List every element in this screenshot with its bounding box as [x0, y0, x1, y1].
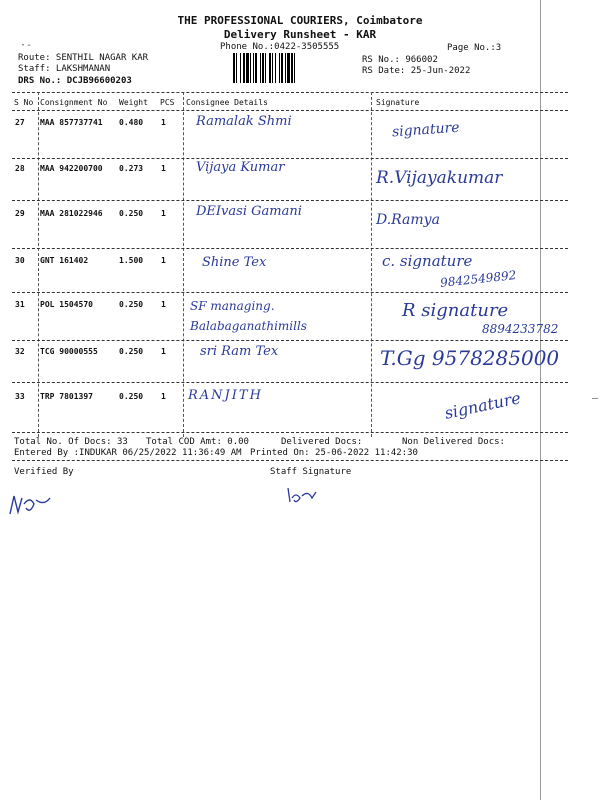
- barcode: [233, 53, 337, 83]
- row-pcs: 1: [161, 392, 166, 401]
- company-name: THE PROFESSIONAL COURIERS, Coimbatore: [177, 14, 423, 27]
- row-consignment: TRP 7801397: [40, 392, 93, 401]
- row-weight: 0.250: [119, 209, 144, 218]
- row-signature: signature: [442, 388, 523, 423]
- col-signature: Signature: [376, 98, 420, 107]
- total-cod: Total COD Amt: 0.00: [146, 437, 249, 447]
- column-separator: [371, 92, 372, 437]
- row-weight: 0.480: [119, 118, 144, 127]
- row-consignee: Vijaya Kumar: [196, 160, 285, 175]
- phone-number: Phone No.:0422-3505555: [220, 42, 340, 52]
- col-weight: Weight: [119, 98, 148, 107]
- staff-signature-label: Staff Signature: [270, 467, 352, 477]
- route: Route: SENTHIL NAGAR KAR: [18, 53, 149, 63]
- row-signature: T.Gg 9578285000: [380, 346, 560, 370]
- corner-mark: ·-: [20, 40, 33, 51]
- row-consignment: MAA 857737741: [40, 118, 103, 127]
- row-phone: 8894233782: [482, 322, 559, 336]
- staff-name: Staff: LAKSHMANAN: [18, 64, 111, 74]
- row-weight: 0.250: [119, 392, 144, 401]
- col-consignee: Consignee Details: [186, 98, 268, 107]
- row-sno: 32: [15, 347, 25, 356]
- verifier-signature: [6, 486, 56, 522]
- row-consignment: GNT 161402: [40, 256, 89, 265]
- row-sno: 29: [15, 209, 25, 218]
- row-rule: [12, 248, 568, 249]
- row-sno: 28: [15, 164, 25, 173]
- column-separator: [38, 92, 39, 437]
- row-signature: D.Ramya: [376, 212, 440, 228]
- row-weight: 1.500: [119, 256, 144, 265]
- row-signature: R.Vijayakumar: [376, 168, 503, 188]
- row-rule: [12, 340, 568, 341]
- col-pcs: PCS: [160, 98, 175, 107]
- row-consignment: MAA 281022946: [40, 209, 103, 218]
- row-sno: 27: [15, 118, 25, 127]
- row-consignee: SF managing. Balabaganathimills: [190, 299, 307, 333]
- row-weight: 0.273: [119, 164, 144, 173]
- non-delivered-docs: Non Delivered Docs:: [402, 437, 505, 447]
- row-consignment: POL 1504570: [40, 300, 93, 309]
- rs-date: RS Date: 25-Jun-2022: [362, 66, 471, 76]
- row-weight: 0.250: [119, 347, 144, 356]
- row-signature: c. signature: [382, 252, 473, 270]
- row-consignee: DEIvasi Gamani: [196, 204, 302, 219]
- table-bottom-rule: [12, 432, 568, 433]
- delivered-docs: Delivered Docs:: [281, 437, 363, 447]
- row-rule: [12, 382, 568, 383]
- row-pcs: 1: [161, 347, 166, 356]
- header-top-rule: [12, 92, 568, 93]
- row-consignment: MAA 942200700: [40, 164, 103, 173]
- row-consignee: RANJITH: [188, 388, 263, 403]
- rs-number: RS No.: 966002: [362, 55, 438, 65]
- row-phone: 9842549892: [439, 268, 517, 290]
- verified-by: Verified By: [14, 467, 74, 477]
- row-rule: [12, 292, 568, 293]
- page-edge-line: [540, 0, 541, 800]
- header-bottom-rule: [12, 110, 568, 111]
- row-pcs: 1: [161, 256, 166, 265]
- row-pcs: 1: [161, 209, 166, 218]
- row-rule: [12, 158, 568, 159]
- row-sno: 33: [15, 392, 25, 401]
- row-rule: [12, 200, 568, 201]
- entered-by: Entered By :INDUKAR 06/25/2022 11:36:49 AM: [14, 448, 242, 458]
- row-pcs: 1: [161, 118, 166, 127]
- row-consignee: sri Ram Tex: [200, 344, 279, 359]
- page-number: Page No.:3: [447, 43, 502, 53]
- row-sno: 31: [15, 300, 25, 309]
- staff-signature-scribble: [284, 482, 324, 508]
- row-consignee: Shine Tex: [202, 255, 267, 270]
- runsheet-title: Delivery Runsheet - KAR: [223, 28, 377, 41]
- drs-number: DRS No.: DCJB96600203: [18, 76, 132, 86]
- footer-rule: [12, 460, 568, 461]
- row-signature: signature: [391, 119, 461, 141]
- row-consignment: TCG 90000555: [40, 347, 98, 356]
- row-pcs: 1: [161, 300, 166, 309]
- col-sno: S No: [14, 98, 34, 107]
- row-signature: R signature: [402, 300, 509, 321]
- printed-on: Printed On: 25-06-2022 11:42:30: [250, 448, 418, 458]
- row-pcs: 1: [161, 164, 166, 173]
- row-sno: 30: [15, 256, 25, 265]
- margin-mark: —: [592, 393, 599, 404]
- row-consignee: Ramalak Shmi: [196, 114, 292, 129]
- column-separator: [183, 92, 184, 437]
- row-weight: 0.250: [119, 300, 144, 309]
- total-docs: Total No. Of Docs: 33: [14, 437, 128, 447]
- col-consignment: Consignment No: [40, 98, 108, 107]
